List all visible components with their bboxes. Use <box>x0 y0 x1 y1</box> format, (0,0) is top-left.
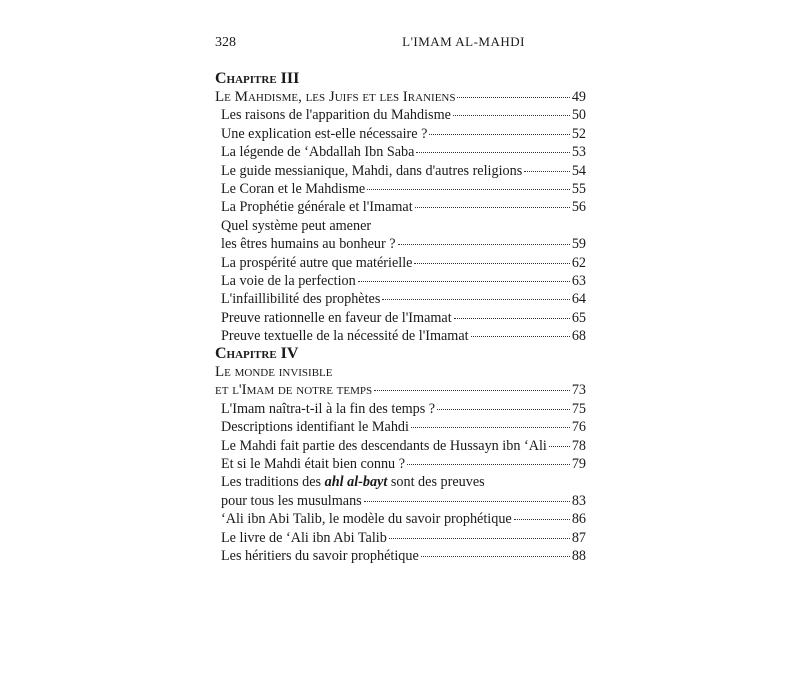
toc-entry <box>215 510 586 528</box>
leader-dots <box>524 170 570 172</box>
toc-entry-page: 86 <box>571 511 586 528</box>
toc-entry-page: 78 <box>571 437 586 454</box>
toc-entry-label: pour tous les musulmans <box>221 492 362 509</box>
leader-dots <box>437 408 570 410</box>
leader-dots <box>374 389 570 391</box>
toc-entry-page: 75 <box>571 400 586 417</box>
toc-entry <box>215 162 586 180</box>
toc-entry-label: Une explication est-elle nécessaire ? <box>221 125 428 142</box>
toc-entry-page: 54 <box>571 162 586 179</box>
toc-entry-page: 63 <box>571 272 586 289</box>
page-number: 49 <box>571 89 586 105</box>
toc-entry <box>215 125 586 143</box>
table-of-contents <box>215 70 586 565</box>
toc-text-emphasis: ahl al-bayt <box>324 474 388 491</box>
toc-entry-label: La Prophétie générale et l'Imamat <box>221 199 413 216</box>
toc-entry <box>215 290 586 308</box>
toc-entry-label: Les raisons de l'apparition du Mahdisme <box>221 107 451 124</box>
leader-dots <box>421 555 570 557</box>
leader-dots <box>457 96 569 98</box>
running-head <box>215 34 585 51</box>
toc-entry-page: 87 <box>571 529 586 546</box>
toc-entry-line: Quel système peut amener <box>221 217 372 234</box>
toc-entry <box>215 254 586 272</box>
toc-entry-label: La légende de ‘Abdallah Ibn Saba <box>221 144 415 161</box>
toc-entry-page: 79 <box>571 456 586 473</box>
leader-dots <box>429 133 569 135</box>
leader-dots <box>415 206 570 208</box>
toc-entry-page: 68 <box>571 328 586 345</box>
toc-entry <box>215 235 586 253</box>
toc-entry <box>215 106 586 124</box>
chapter-title-line: Le monde invisible <box>215 364 333 381</box>
toc-entry-page: 52 <box>571 125 586 142</box>
leader-dots <box>454 317 570 319</box>
toc-entry <box>215 547 586 565</box>
toc-entry-label: L'infaillibilité des prophètes <box>221 291 381 308</box>
toc-entry-label: L'Imam naîtra-t-il à la fin des temps ? <box>221 400 436 417</box>
toc-entry-label: Le guide messianique, Mahdi, dans d'autres religions <box>221 162 523 179</box>
toc-entry <box>215 272 586 290</box>
toc-entry-label: La voie de la perfection <box>221 272 356 289</box>
toc-text: sont des preuves <box>387 474 485 491</box>
toc-entry-page: 83 <box>571 492 586 509</box>
toc-text: Les traditions des <box>221 474 325 491</box>
toc-entry-page: 62 <box>571 254 586 271</box>
leader-dots <box>358 280 570 282</box>
toc-entry-label: ‘Ali ibn Abi Talib, le modèle du savoir prophétique <box>221 511 512 528</box>
toc-entry <box>215 529 586 547</box>
chapter-heading: Chapitre III <box>215 70 300 87</box>
page-number: 328 <box>215 35 236 50</box>
leader-dots <box>364 500 570 502</box>
toc-entry <box>215 455 586 473</box>
toc-entry-page: 64 <box>571 291 586 308</box>
toc-entry-page: 88 <box>571 547 586 564</box>
leader-dots <box>414 262 569 264</box>
toc-entry-label: La prospérité autre que matérielle <box>221 254 413 271</box>
chapter-heading: Chapitre IV <box>215 345 299 363</box>
toc-entry-page: 56 <box>571 199 586 216</box>
toc-entry-page: 55 <box>571 180 586 197</box>
leader-dots <box>416 151 569 153</box>
toc-entry-page: 50 <box>571 107 586 124</box>
toc-entry-label: Le livre de ‘Ali ibn Abi Talib <box>221 529 387 546</box>
toc-entry-page: 59 <box>571 236 586 253</box>
chapter-title-row <box>215 381 586 399</box>
toc-entry-label: Les héritiers du savoir prophétique <box>221 547 419 564</box>
toc-entry-page: 53 <box>571 144 586 161</box>
toc-entry-label: les êtres humains au bonheur ? <box>221 236 396 253</box>
leader-dots <box>549 445 570 447</box>
toc-entry <box>215 180 586 198</box>
toc-entry <box>215 400 586 418</box>
leader-dots <box>389 537 570 539</box>
toc-entry <box>215 418 586 436</box>
toc-entry-label: Preuve rationnelle en faveur de l'Imamat <box>221 309 452 326</box>
toc-entry-label: Le Coran et le Mahdisme <box>221 180 366 197</box>
toc-entry <box>215 492 586 510</box>
chapter-title: et l'Imam de notre temps <box>215 382 373 399</box>
leader-dots <box>411 426 570 428</box>
leader-dots <box>367 188 570 190</box>
chapter-title: Le Mahdisme, les Juifs et les Iraniens <box>215 89 456 105</box>
toc-entry <box>215 309 586 327</box>
toc-entry-label: Descriptions identifiant le Mahdi <box>221 419 409 436</box>
chapter-title-row <box>215 88 586 106</box>
page-number: 73 <box>571 382 586 399</box>
leader-dots <box>398 243 570 245</box>
toc-entry <box>215 143 586 161</box>
toc-entry-label: Preuve textuelle de la nécessité de l'Imamat <box>221 328 469 345</box>
toc-entry-page: 65 <box>571 309 586 326</box>
toc-entry-label: Et si le Mahdi était bien connu ? <box>221 456 405 473</box>
leader-dots <box>471 335 570 337</box>
leader-dots <box>453 114 570 116</box>
leader-dots <box>514 518 570 520</box>
toc-entry-page: 76 <box>571 419 586 436</box>
toc-entry <box>215 198 586 216</box>
running-title: L'IMAM AL-MAHDI <box>402 34 525 49</box>
toc-entry-label: Le Mahdi fait partie des descendants de Hussayn ibn ‘Ali <box>221 437 547 454</box>
toc-entry <box>215 437 586 455</box>
leader-dots <box>407 463 570 465</box>
toc-entry <box>215 327 586 345</box>
leader-dots <box>382 298 569 300</box>
toc-entry-line <box>215 473 586 491</box>
